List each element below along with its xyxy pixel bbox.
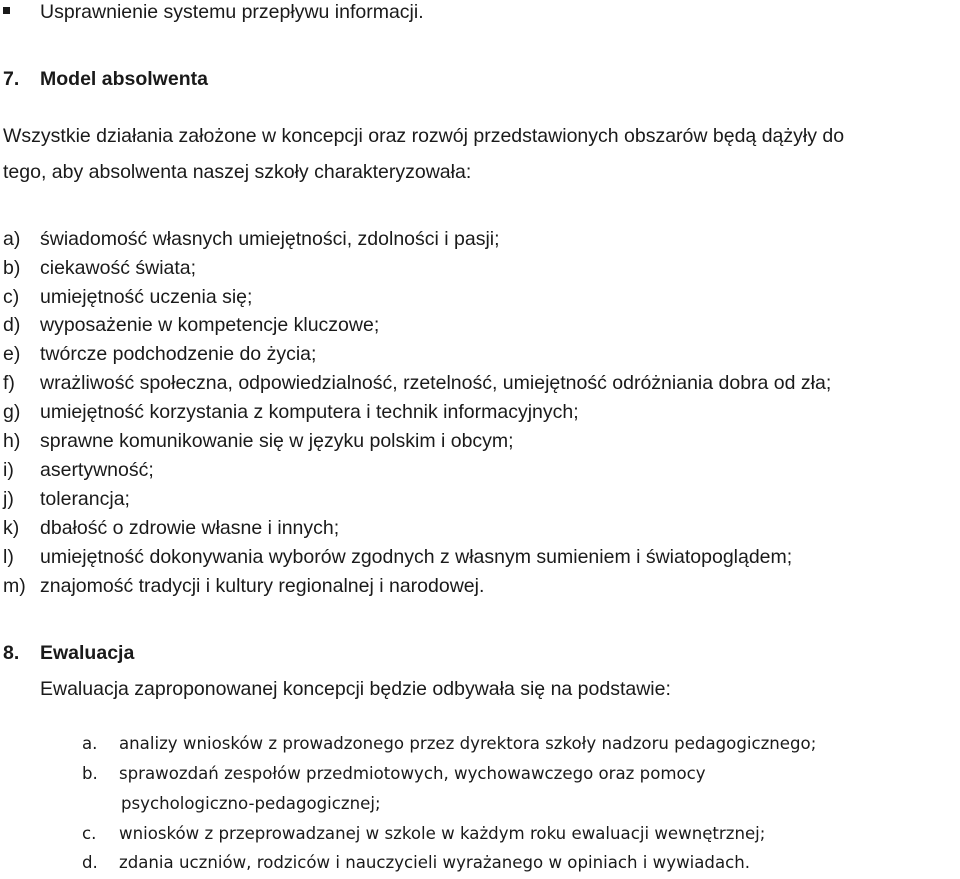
list-item <box>0 403 960 425</box>
list-item-text: świadomość własnych umiejętności, zdolności i pasji; <box>40 228 500 250</box>
list-item-text: asertywność; <box>40 459 154 481</box>
list-item <box>0 736 960 758</box>
section-8-title: Ewaluacja <box>40 642 135 664</box>
list-item <box>0 766 960 788</box>
list-item-text: wniosków z przeprowadzanej w szkole w każdym roku ewaluacji wewnętrznej; <box>119 824 766 843</box>
list-item-label: i) <box>3 459 14 481</box>
list-item-continuation: psychologiczno-pedagogicznej; <box>121 794 381 813</box>
list-item-label: a. <box>82 734 98 753</box>
list-item-text: umiejętność korzystania z komputera i technik informacyjnych; <box>40 401 579 423</box>
section-8-intro: Ewaluacja zaproponowanej koncepcji będzie odbywała się na podstawie: <box>40 678 671 700</box>
square-bullet-icon <box>3 7 10 14</box>
list-item-label: a) <box>3 228 21 250</box>
list-item-text: sprawne komunikowanie się w języku polskim i obcym; <box>40 430 514 452</box>
list-item <box>0 548 960 570</box>
list-item-label: b) <box>3 257 21 279</box>
list-item <box>0 345 960 367</box>
list-item-text: znajomość tradycji i kultury regionalnej i narodowej. <box>40 575 485 597</box>
list-item-text: twórcze podchodzenie do życia; <box>40 343 317 365</box>
list-item-label: m) <box>3 575 26 597</box>
section-7-intro-line-2: tego, aby absolwenta naszej szkoły charakteryzowała: <box>3 161 472 183</box>
list-item <box>0 826 960 848</box>
list-item-label: e) <box>3 343 21 365</box>
list-item <box>0 288 960 310</box>
list-item <box>0 461 960 483</box>
list-item <box>0 490 960 512</box>
section-7-number: 7. <box>3 68 20 90</box>
list-item-label: d) <box>3 314 21 336</box>
section-7-title: Model absolwenta <box>40 68 208 90</box>
top-bullet-text: Usprawnienie systemu przepływu informacji. <box>40 1 424 23</box>
list-item-label: j) <box>3 488 14 510</box>
list-item-label: h) <box>3 430 21 452</box>
list-item-label: k) <box>3 517 20 539</box>
list-item-label: g) <box>3 401 21 423</box>
list-item-text: umiejętność uczenia się; <box>40 286 253 308</box>
list-item <box>0 230 960 252</box>
list-item-text: analizy wniosków z prowadzonego przez dyrektora szkoły nadzoru pedagogicznego; <box>119 734 817 753</box>
list-item-text: zdania uczniów, rodziców i nauczycieli wyrażanego w opiniach i wywiadach. <box>119 853 751 872</box>
list-item-label: b. <box>82 764 98 783</box>
list-item <box>0 316 960 338</box>
list-item <box>0 259 960 281</box>
list-item-label: d. <box>82 853 98 872</box>
list-item-text: dbałość o zdrowie własne i innych; <box>40 517 340 539</box>
list-item <box>0 374 960 396</box>
list-item-label: c) <box>3 286 20 308</box>
section-8-number: 8. <box>3 642 20 664</box>
list-item-text: wrażliwość społeczna, odpowiedzialność, rzetelność, umiejętność odróżniania dobra od zła; <box>40 372 832 394</box>
list-item <box>0 519 960 541</box>
list-item-label: l) <box>3 546 14 568</box>
section-7-intro-line-1: Wszystkie działania założone w koncepcji oraz rozwój przedstawionych obszarów będą dążyły do <box>3 125 845 147</box>
list-item-text: ciekawość świata; <box>40 257 197 279</box>
list-item-label: f) <box>3 372 15 394</box>
list-item-text: wyposażenie w kompetencje kluczowe; <box>40 314 380 336</box>
list-item-text: tolerancja; <box>40 488 130 510</box>
list-item-text: umiejętność dokonywania wyborów zgodnych z własnym sumieniem i światopoglądem; <box>40 546 793 568</box>
list-item <box>0 432 960 454</box>
list-item <box>0 577 960 599</box>
list-item <box>0 855 960 877</box>
list-item-text: sprawozdań zespołów przedmiotowych, wychowawczego oraz pomocy <box>119 764 706 783</box>
list-item-label: c. <box>82 824 97 843</box>
